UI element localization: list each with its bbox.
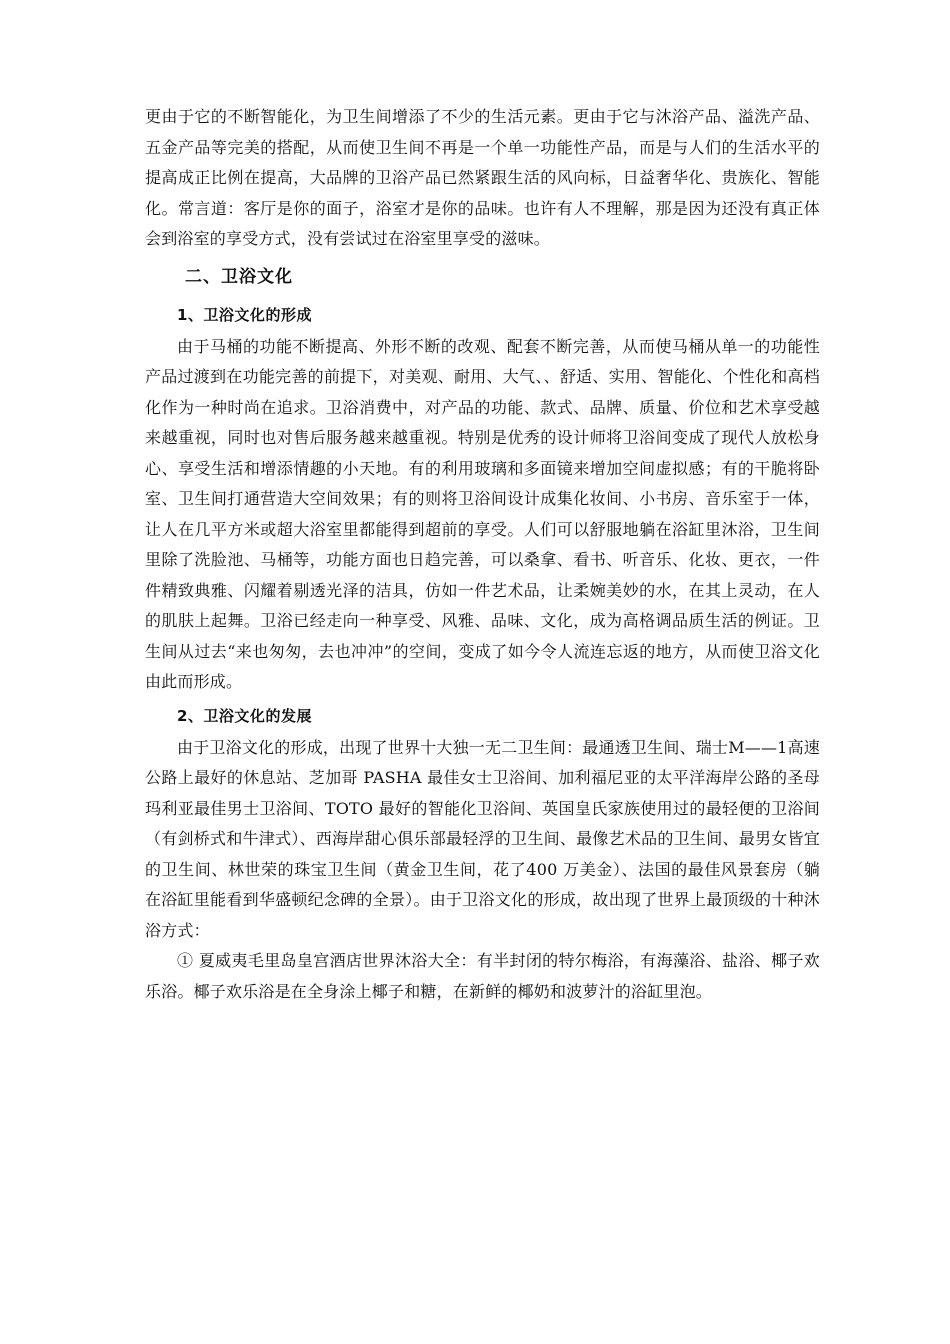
document-body xyxy=(145,102,820,1007)
intro-paragraph: 更由于它的不断智能化，为卫生间增添了不少的生活元素。更由于它与沐浴产品、溢洗产品、五金产品等完美的搭配，从而使卫生间不再是一个单一功能性产品，而是与人们的生活水平的提高成正比例在提高，大品牌的卫浴产品已然紧跟生活的风向标，日益奢华化、贵族化、智能化。常言道：客厅是你的面子，浴室才是你的品味。也许有人不理解，那是因为还没有真正体会到浴室的享受方式，没有尝试过在浴室里享受的滋味。 xyxy=(145,107,820,248)
development-paragraph: 由于卫浴文化的形成，出现了世界十大独一无二卫生间：最通透卫生间、瑞士M——1高速公路上最好的休息站、芝加哥 PASHA 最佳女士卫浴间、加利福尼亚的太平洋海岸公路的圣母玛利亚最佳男士卫浴间、TOTO 最好的智能化卫浴间、英国皇氏家族使用过的最轻便的卫浴间（有剑桥式和牛津式）、西海岸甜心俱乐部最轻浮的卫生间、最像艺术品的卫生间、最男女皆宜的卫生间、林世荣的珠宝卫生间（黄金卫生间，花了400 万美金）、法国的最佳风景套房（躺在浴缸里能看到华盛顿纪念碑的全景）。由于卫浴文化的形成，故出现了世界上最顶级的十种沐浴方式： xyxy=(145,737,820,940)
subsection-heading-formation: 1、卫浴文化的形成 xyxy=(177,305,312,324)
subsection-heading-development: 2、卫浴文化的发展 xyxy=(177,706,312,725)
list-item-hawaii-bath: ① 夏威夷毛里岛皇宫酒店世界沐浴大全：有半封闭的特尔梅浴，有海藻浴、盐浴、椰子欢乐浴。椰子欢乐浴是在全身涂上椰子和糖，在新鲜的椰奶和波萝汁的浴缸里泡。 xyxy=(145,951,820,1001)
section-heading-bathroom-culture: 二、卫浴文化 xyxy=(185,266,293,287)
formation-paragraph: 由于马桶的功能不断提高、外形不断的改观、配套不断完善，从而使马桶从单一的功能性产品过渡到在功能完善的前提下，对美观、耐用、大气、、舒适、实用、智能化、个性化和高档化作为一种时尚在追求。卫浴消费中，对产品的功能、款式、品牌、质量、价位和艺术享受越来越重视，同时也对售后服务越来越重视。特别是优秀的设计师将卫浴间变成了现代人放松身心、享受生活和增添情趣的小天地。有的利用玻璃和多面镜来增加空间虚拟感；有的干脆将卧室、卫生间打通营造大空间效果；有的则将卫浴间设计成集化妆间、小书房、音乐室于一体，让人在几平方米或超大浴室里都能得到超前的享受。人们可以舒服地躺在浴缸里沐浴，卫生间里除了洗脸池、马桶等，功能方面也日趋完善，可以桑拿、看书、听音乐、化妆、更衣，一件件精致典雅、闪耀着剔透光泽的洁具，仿如一件艺术品，让柔婉美妙的水，在其上灵动，在人的肌肤上起舞。卫浴已经走向一种享受、风雅、品味、文化，成为高格调品质生活的例证。卫生间从过去“来也匆匆，去也冲冲”的空间，变成了如今令人流连忘返的地方，从而使卫浴文化由此而形成。 xyxy=(145,336,820,691)
